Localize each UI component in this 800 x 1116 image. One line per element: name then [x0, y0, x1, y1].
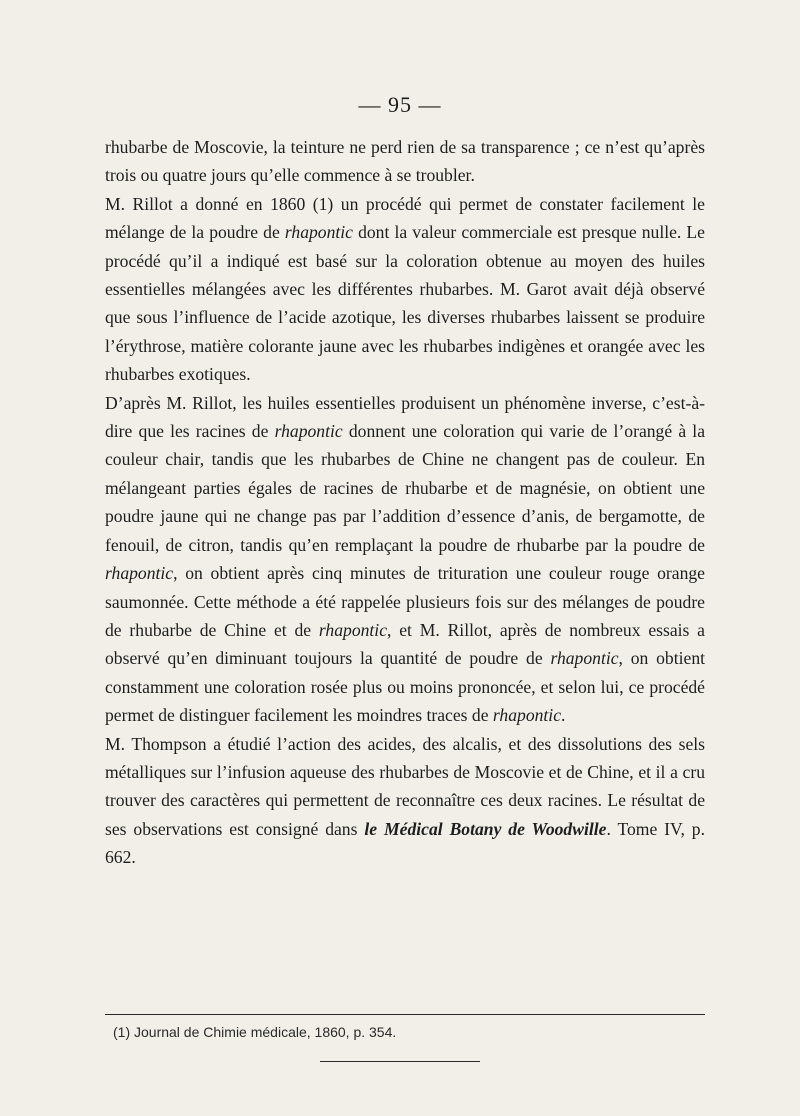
text-segment: D’après M. Rillot, les huiles essentielles produisent un phénomène inverse, c’est-à-dire que les racines de — [105, 392, 705, 442]
text-segment: M. Rillot a donné en 1860 (1) un procédé qui permet de constater facilement le mélange de la poudre de — [105, 193, 705, 243]
text-segment: . — [561, 705, 566, 726]
italic-term: rhapontic — [318, 619, 388, 640]
text-segment: , on obtient après cinq minutes de trituration une couleur rouge orange saumonnée. Cette méthode a été rappelée plusieurs fois sur des mélanges de poudre de rhubarbe de Chine et de — [105, 563, 705, 640]
italic-term: rhapontic — [550, 648, 619, 669]
paragraph — [105, 389, 705, 730]
italic-term: rhapontic — [284, 222, 353, 243]
text-segment: , on obtient constamment une coloration rosée plus ou moins prononcée, et selon lui, ce procédé permet de distinguer facilement les moindres traces de — [105, 648, 706, 726]
footnote-separator — [105, 1014, 705, 1015]
footnote: (1) Journal de Chimie médicale, 1860, p. 354. — [113, 1024, 397, 1040]
paragraph — [105, 730, 705, 872]
paragraph — [105, 133, 705, 190]
text-segment: . Tome IV, p. 662. — [105, 818, 705, 868]
body-text — [105, 133, 705, 872]
italic-term: rhapontic — [105, 563, 174, 584]
italic-title: le Médical Botany de Woodwille — [364, 818, 607, 839]
text-segment: rhubarbe de Moscovie, la teinture ne perd rien de sa transparence ; ce n’est qu’après trois ou quatre jours qu’elle commence à se troubler. — [105, 137, 705, 186]
footnote-end-rule — [320, 1061, 480, 1062]
text-segment: M. Thompson a étudié l’action des acides, des alcalis, et des dissolutions des sels métalliques sur l’infusion aqueuse des rhubarbes de Moscovie et de Chine, et il a cru trouver des caractères qui permettent de reconnaître ces deux racines. Le résultat de ses observations est consigné dans — [105, 733, 705, 839]
text-segment: , et M. Rillot, après de nombreux essais a observé qu’en diminuant toujours la quantité de poudre de — [105, 619, 705, 669]
text-segment: donnent une coloration qui varie de l’orangé à la couleur chair, tandis que les rhubarbes de Chine ne changent pas de couleur. En mélangeant parties égales de racines de rhubarbe et de magnésie, on obtient une poudre jaune qui ne change pas par l’addition d’essence d’anis, de bergamotte, de fenouil, de citron, tandis qu’en remplaçant la poudre de rhubarbe par la poudre de — [105, 421, 705, 555]
text-segment: dont la valeur commerciale est presque nulle. Le procédé qu’il a indiqué est basé sur la coloration obtenue au moyen des huiles essentielles mélangées avec les différentes rhubarbes. M. Garot avait déjà observé que sous l’influence de l’acide azotique, les diverses rhubarbes laissent se produire l’érythrose, matière colorante jaune avec les rhubarbes indigènes et orangée avec les rhubarbes exotiques. — [105, 222, 705, 385]
italic-term: rhapontic — [274, 421, 343, 442]
paragraph — [105, 190, 705, 389]
italic-term: rhapontic — [492, 705, 562, 726]
page-number: — 95 — — [358, 92, 442, 117]
